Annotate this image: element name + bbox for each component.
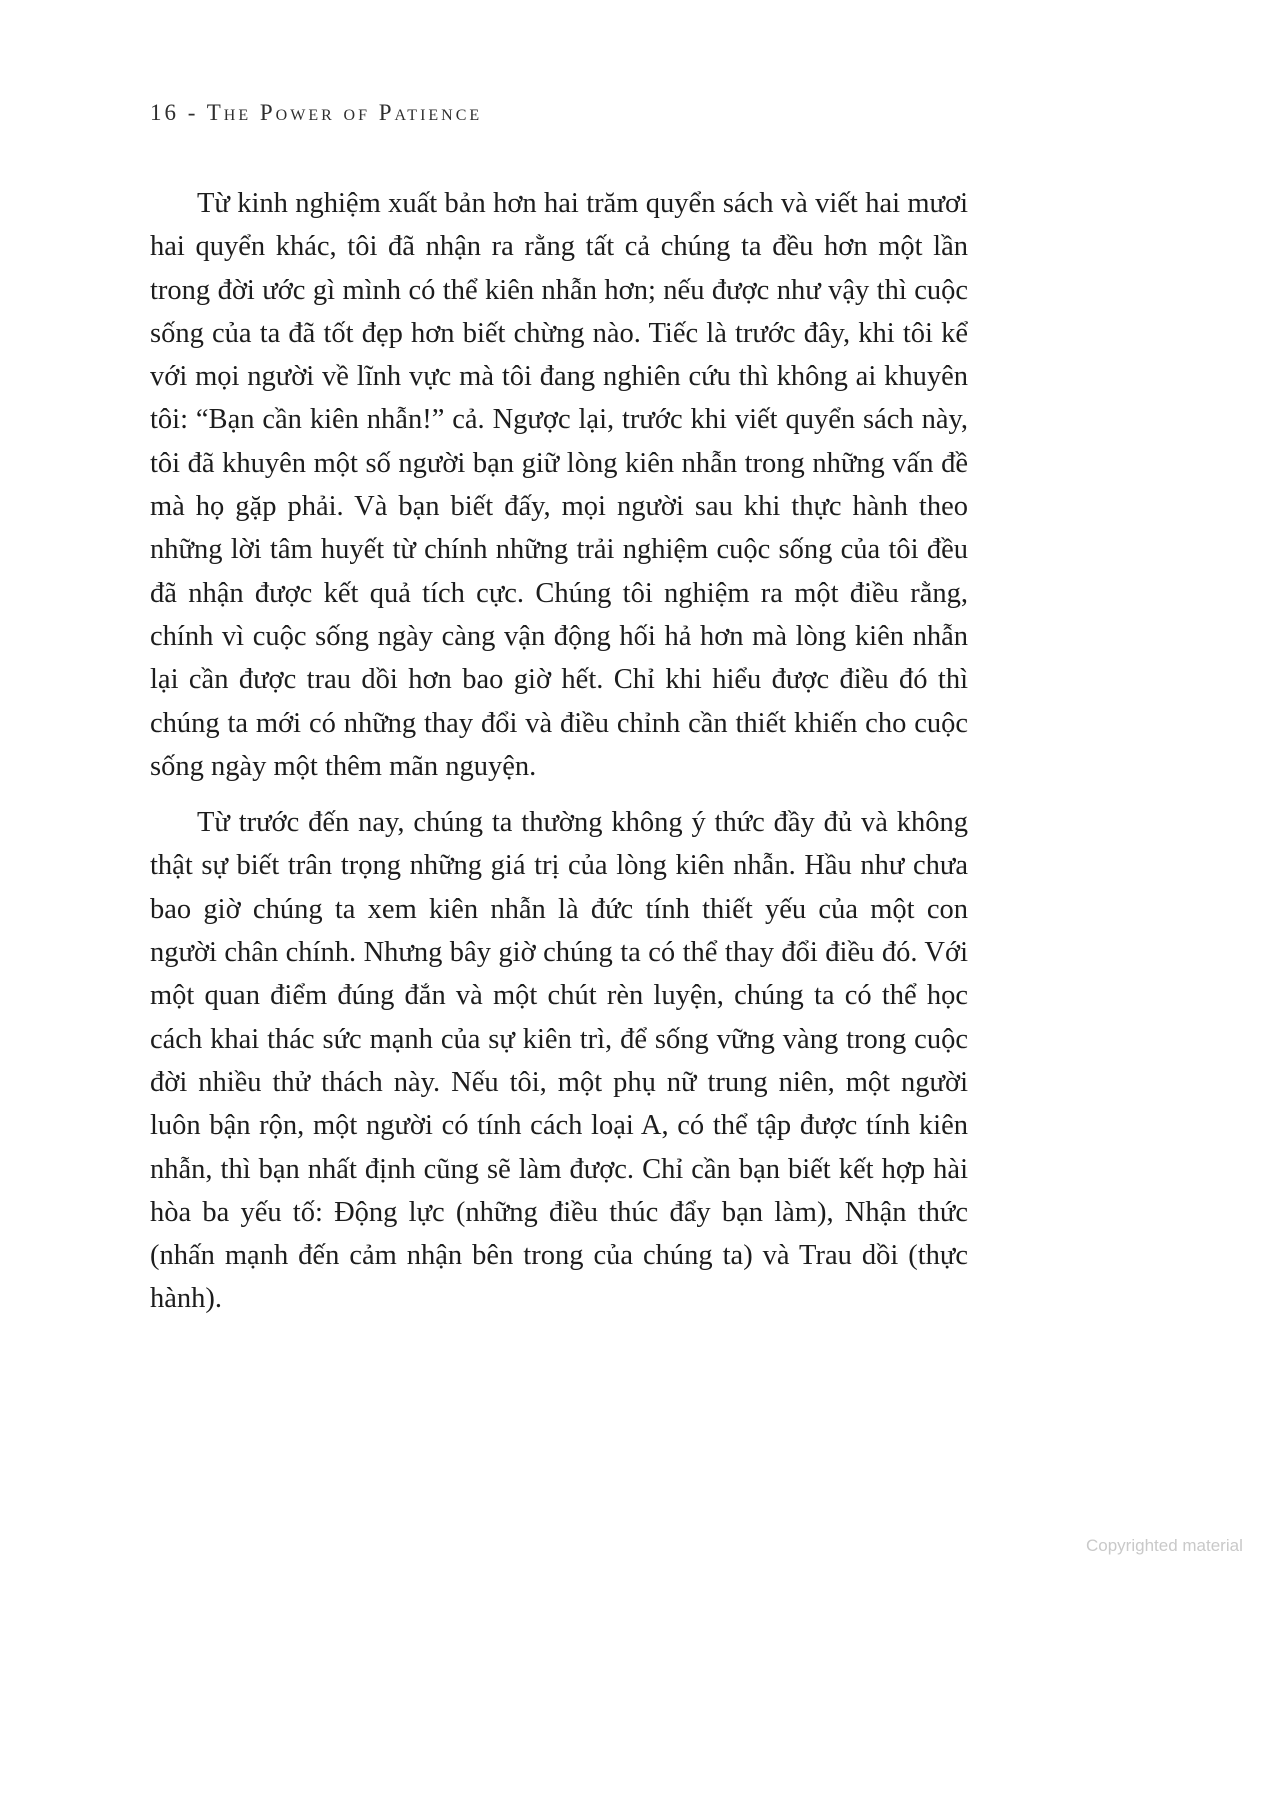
page-header: 16 - The Power of Patience [150, 100, 483, 125]
body-paragraph-2: Từ trước đến nay, chúng ta thường không ý thức đầy đủ và không thật sự biết trân trọng những giá trị của lòng kiên nhẫn. Hầu như chưa bao giờ chúng ta xem kiên nhẫn là đức tính thiết yếu của một con người chân chính. Nhưng bây giờ chúng ta có thể thay đổi điều đó. Với một quan điểm đúng đắn và một chút rèn luyện, chúng ta có thể học cách khai thác sức mạnh của sự kiên trì, để sống vững vàng trong cuộc đời nhiều thử thách này. Nếu tôi, một phụ nữ trung niên, một người luôn bận rộn, một người có tính cách loại A, có thể tập được tính kiên nhẫn, thì bạn nhất định cũng sẽ làm được. Chỉ cần bạn biết kết hợp hài hòa ba yếu tố: Động lực (những điều thúc đẩy bạn làm), Nhận thức (nhấn mạnh đến cảm nhận bên trong của chúng ta) và Trau dồi (thực hành). [150, 807, 968, 1315]
body-paragraph-1: Từ kinh nghiệm xuất bản hơn hai trăm quyển sách và viết hai mươi hai quyển khác, tôi đã nhận ra rằng tất cả chúng ta đều hơn một lần trong đời ước gì mình có thể kiên nhẫn hơn; nếu được như vậy thì cuộc sống của ta đã tốt đẹp hơn biết chừng nào. Tiếc là trước đây, khi tôi kể với mọi người về lĩnh vực mà tôi đang nghiên cứu thì không ai khuyên tôi: “Bạn cần kiên nhẫn!” cả. Ngược lại, trước khi viết quyển sách này, tôi đã khuyên một số người bạn giữ lòng kiên nhẫn trong những vấn đề mà họ gặp phải. Và bạn biết đấy, mọi người sau khi thực hành theo những lời tâm huyết từ chính những trải nghiệm cuộc sống của tôi đều đã nhận được kết quả tích cực. Chúng tôi nghiệm ra một điều rằng, chính vì cuộc sống ngày càng vận động hối hả hơn mà lòng kiên nhẫn lại cần được trau dồi hơn bao giờ hết. Chỉ khi hiểu được điều đó thì chúng ta mới có những thay đổi và điều chỉnh cần thiết khiến cho cuộc sống ngày một thêm mãn nguyện. [150, 188, 968, 782]
page-body [150, 182, 968, 1334]
copyright-notice: Copyrighted material [1086, 1536, 1243, 1555]
